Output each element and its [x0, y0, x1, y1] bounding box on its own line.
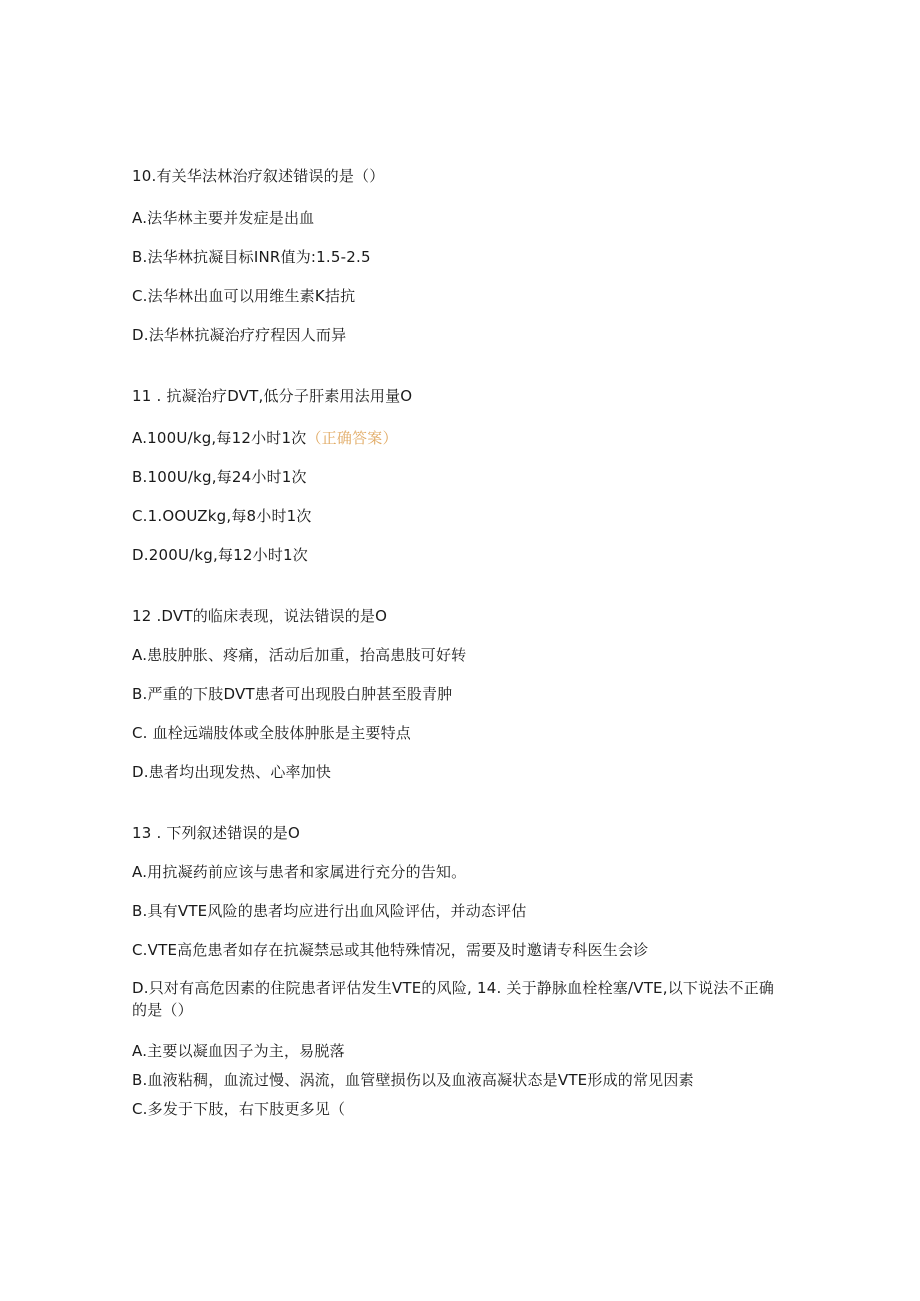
question-10-stem: 10.有关华法林治疗叙述错误的是（）: [132, 167, 385, 185]
question-13-option-b: B.具有VTE风险的患者均应进行出血风险评估，并动态评估: [132, 902, 527, 920]
question-14-option-a: A.主要以凝血因子为主，易脱落: [132, 1042, 345, 1060]
question-10-option-a: A.法华林主要并发症是出血: [132, 209, 315, 227]
question-11-option-c: C.1.OOUZkg,每8小时1次: [132, 507, 312, 525]
question-13-option-d: D.只对有高危因素的住院患者评估发生VTE的风险, 14. 关于静脉血栓栓塞/VTE,以下说法不正确的是（）: [132, 979, 775, 1019]
question-10-option-b: B.法华林抗凝目标INR值为:1.5-2.5: [132, 248, 371, 266]
question-12-stem: 12 .DVT的临床表现，说法错误的是O: [132, 607, 388, 625]
question-11-option-d: D.200U∕kg,每12小时1次: [132, 546, 308, 564]
question-14-option-c: C.多发于下肢，右下肢更多见（: [132, 1100, 346, 1118]
question-13-option-a: A.用抗凝药前应该与患者和家属进行充分的告知。: [132, 863, 467, 881]
question-13-option-c: C.VTE高危患者如存在抗凝禁忌或其他特殊情况，需要及时邀请专科医生会诊: [132, 941, 649, 959]
question-12-option-c: C. 血栓远端肢体或全肢体肿胀是主要特点: [132, 724, 412, 742]
question-14-option-b: B.血液粘稠，血流过慢、涡流，血管壁损伤以及血液高凝状态是VTE形成的常见因素: [132, 1071, 694, 1089]
question-11-option-a: A.100U∕kg,每12小时1次: [132, 429, 307, 447]
question-10-option-d: D.法华林抗凝治疗疗程因人而异: [132, 326, 347, 344]
question-11-stem: 11 . 抗凝治疗DVT,低分子肝素用法用量O: [132, 387, 413, 405]
question-13-stem: 13 . 下列叙述错误的是O: [132, 824, 300, 842]
question-12-option-d: D.患者均出现发热、心率加快: [132, 763, 332, 781]
question-11-option-b: B.100U∕kg,每24小时1次: [132, 468, 307, 486]
correct-answer-marker: （正确答案）: [306, 429, 398, 447]
question-12-option-b: B.严重的下肢DVT患者可出现股白肿甚至股青肿: [132, 685, 453, 703]
question-12-option-a: A.患肢肿胀、疼痛，活动后加重，抬高患肢可好转: [132, 646, 467, 664]
question-11-option-a-row: [132, 428, 398, 448]
question-10-option-c: C.法华林出血可以用维生素K拮抗: [132, 287, 356, 305]
